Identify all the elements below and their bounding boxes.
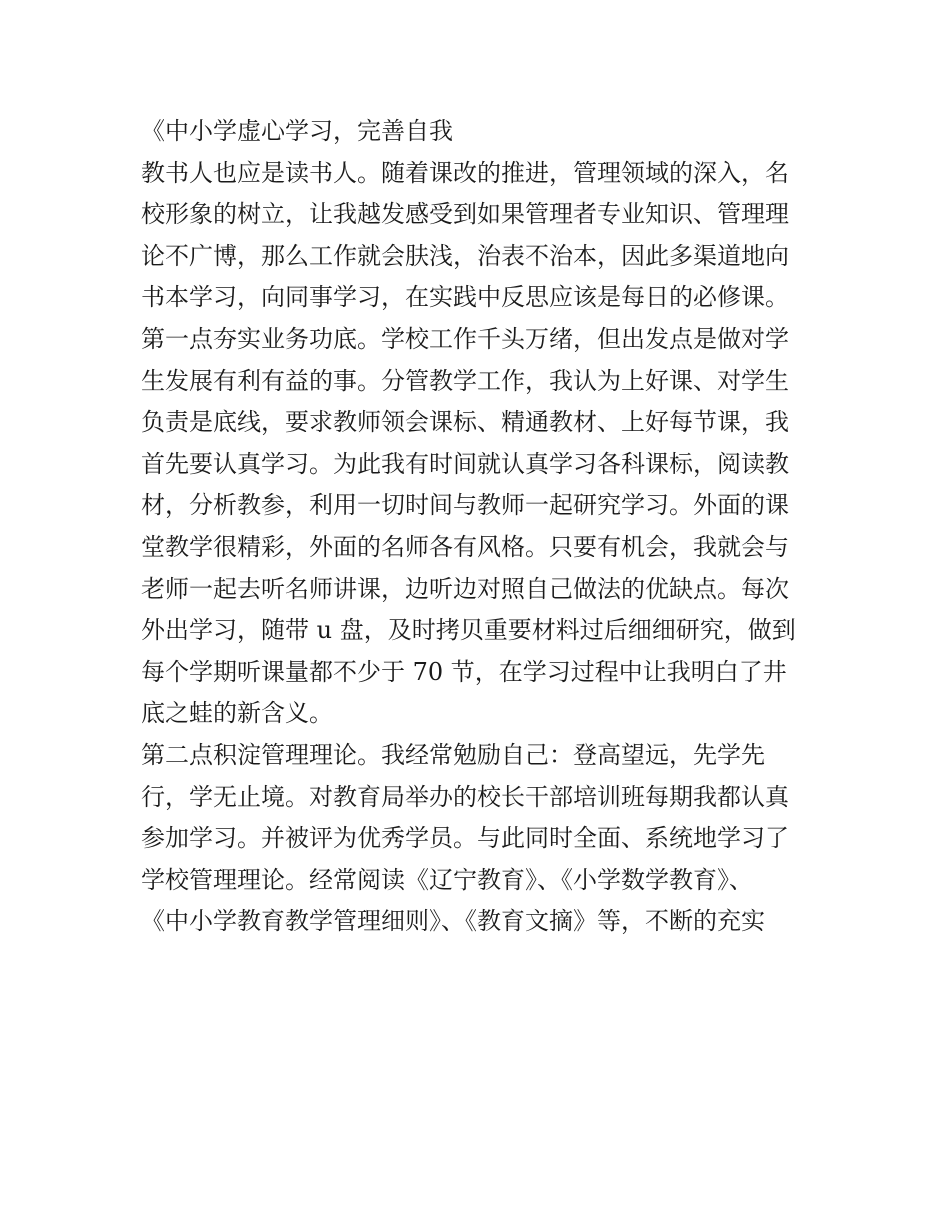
text-line: 老师一起去听名师讲课，边听边对照自己做法的优缺点。每次 <box>141 574 789 603</box>
text-line: 论不广博，那么工作就会肤浅，治表不治本，因此多渠道地向 <box>141 241 789 270</box>
text-line: 底之蛙的新含义。 <box>141 699 333 728</box>
text-line: 生发展有利有益的事。分管教学工作，我认为上好课、对学生 <box>141 366 789 395</box>
text-line: 第二点积淀管理理论。我经常勉励自己：登高望远，先学先 <box>141 740 765 769</box>
document-title: 《中小学虚心学习，完善自我 <box>141 117 453 145</box>
text-line: 校形象的树立，让我越发感受到如果管理者专业知识、管理理 <box>141 200 789 229</box>
text-line: 外出学习，随带 u 盘，及时拷贝重要材料过后细细研究，做到 <box>141 616 796 645</box>
text-line: 首先要认真学习。为此我有时间就认真学习各科课标，阅读教 <box>141 449 789 478</box>
text-line: 书本学习，向同事学习，在实践中反思应该是每日的必修课。 <box>141 283 789 312</box>
text-line: 堂教学很精彩，外面的名师各有风格。只要有机会，我就会与 <box>141 532 789 561</box>
text-line: 学校管理理论。经常阅读《辽宁教育》、《小学数学教育》、 <box>141 865 753 894</box>
text-line: 负责是底线，要求教师领会课标、精通教材、上好每节课，我 <box>141 408 789 437</box>
document-body <box>141 111 821 941</box>
text-line: 教书人也应是读书人。随着课改的推进，管理领域的深入，名 <box>141 158 789 187</box>
text-line: 第一点夯实业务功底。学校工作千头万绪，但出发点是做对学 <box>141 324 789 353</box>
text-line: 行，学无止境。对教育局举办的校长干部培训班每期我都认真 <box>141 782 789 811</box>
text-line: 材，分析教参，利用一切时间与教师一起研究学习。外面的课 <box>141 491 789 520</box>
text-line: 参加学习。并被评为优秀学员。与此同时全面、系统地学习了 <box>141 824 789 853</box>
text-line: 《中小学教育教学管理细则》、《教育文摘》等，不断的充实 <box>141 907 765 936</box>
text-line: 每个学期听课量都不少于 70 节，在学习过程中让我明白了井 <box>141 657 787 686</box>
